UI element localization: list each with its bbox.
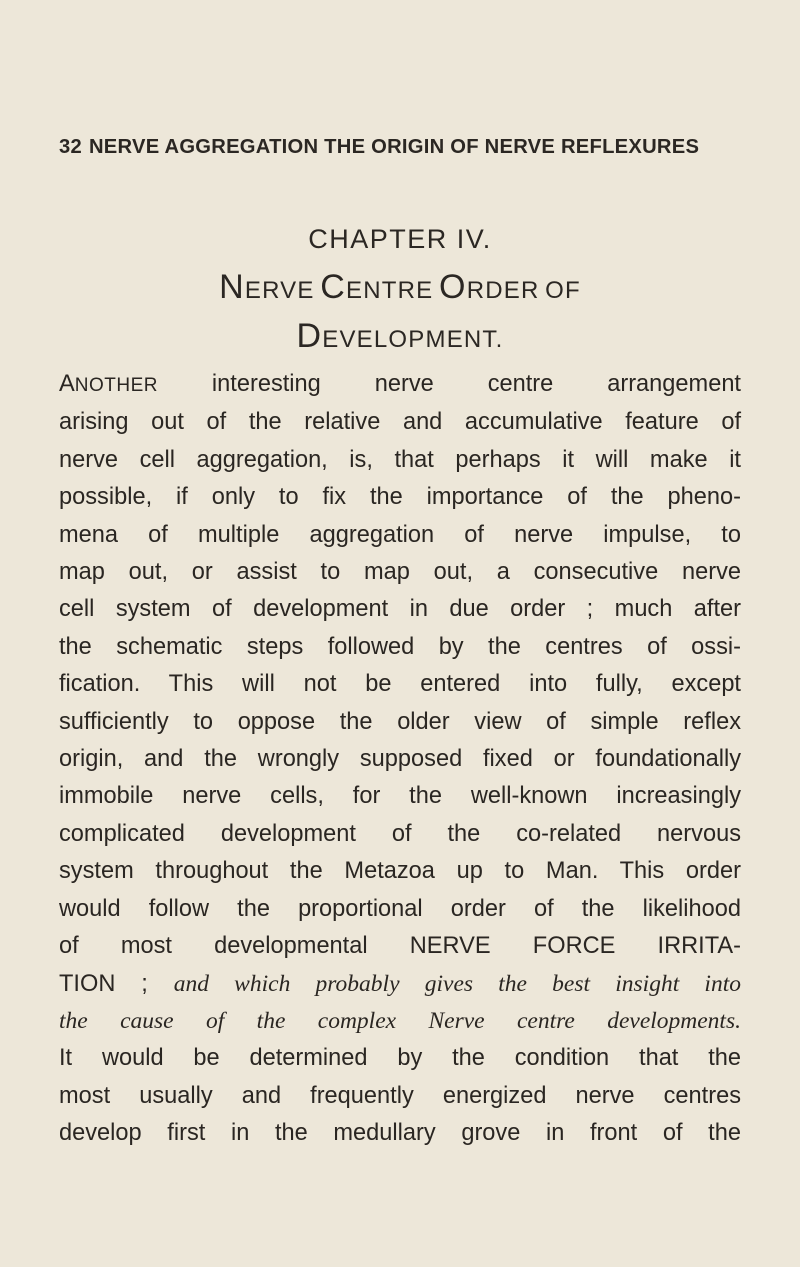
text-line: most usually and frequently energized nerve centres — [59, 1082, 741, 1109]
text-line: immobile nerve cells, for the well-known increasingly — [59, 783, 741, 810]
running-head — [59, 136, 739, 159]
page-number: 32 — [59, 136, 82, 158]
text-line: arising out of the relative and accumulative feature of — [59, 409, 741, 436]
text-line: nerve cell aggregation, is, that perhaps it will make it — [59, 446, 741, 473]
italic-text: the cause of the complex Nerve centre developments. — [59, 1007, 741, 1034]
text-line — [59, 966, 741, 1003]
title-cap: C — [320, 268, 347, 306]
first-word-cap: A — [59, 371, 75, 397]
title-smallcaps: ERVE — [244, 277, 315, 304]
text-line: complicated development of the co-related nervous — [59, 820, 741, 847]
text-line-rest: interesting nerve centre arrangement — [157, 371, 741, 397]
text-line: fication. This will not be entered into fully, except — [59, 671, 741, 698]
text-line: would follow the proportional order of the likelihood — [59, 895, 741, 922]
text-line: the schematic steps followed by the centres of ossi- — [59, 633, 741, 660]
text-line: map out, or assist to map out, a consecutive nerve — [59, 559, 741, 586]
text-line: system throughout the Metazoa up to Man. This order — [59, 858, 741, 885]
title-smallcaps: RDER — [466, 277, 540, 304]
text-line: mena of multiple aggregation of nerve impulse, to — [59, 521, 741, 548]
chapter-title-line-2 — [0, 317, 800, 356]
body-paragraph — [59, 366, 741, 1153]
running-head-title: NERVE AGGREGATION THE ORIGIN OF NERVE REFLEXURES — [88, 136, 700, 158]
chapter-title-line-1 — [0, 268, 800, 307]
chapter-label: CHAPTER IV. — [308, 224, 492, 254]
text-line — [59, 1003, 741, 1040]
title-cap: O — [439, 268, 467, 306]
text-line: cell system of development in due order ; much after — [59, 596, 741, 623]
text-line: sufficiently to oppose the older view of simple reflex — [59, 708, 741, 735]
title-smallcaps: OF — [545, 277, 581, 304]
text-line — [59, 366, 741, 404]
title-smallcaps: EVELOPMENT. — [322, 326, 504, 353]
text-line: possible, if only to fix the importance of the pheno- — [59, 484, 741, 511]
first-word-smallcaps: NOTHER — [74, 375, 158, 396]
title-cap: D — [296, 317, 323, 355]
text-line: develop first in the medullary grove in front of the — [59, 1120, 741, 1147]
text-line: of most developmental NERVE FORCE IRRITA- — [59, 933, 741, 960]
text-line: origin, and the wrongly supposed fixed or foundationally — [59, 746, 741, 773]
title-cap: N — [219, 268, 245, 306]
text-line-plain: TION ; — [59, 970, 174, 997]
italic-text: and which probably gives the best insight into — [173, 970, 741, 997]
title-smallcaps: ENTRE — [346, 277, 434, 304]
text-line: It would be determined by the condition that the — [59, 1045, 741, 1072]
